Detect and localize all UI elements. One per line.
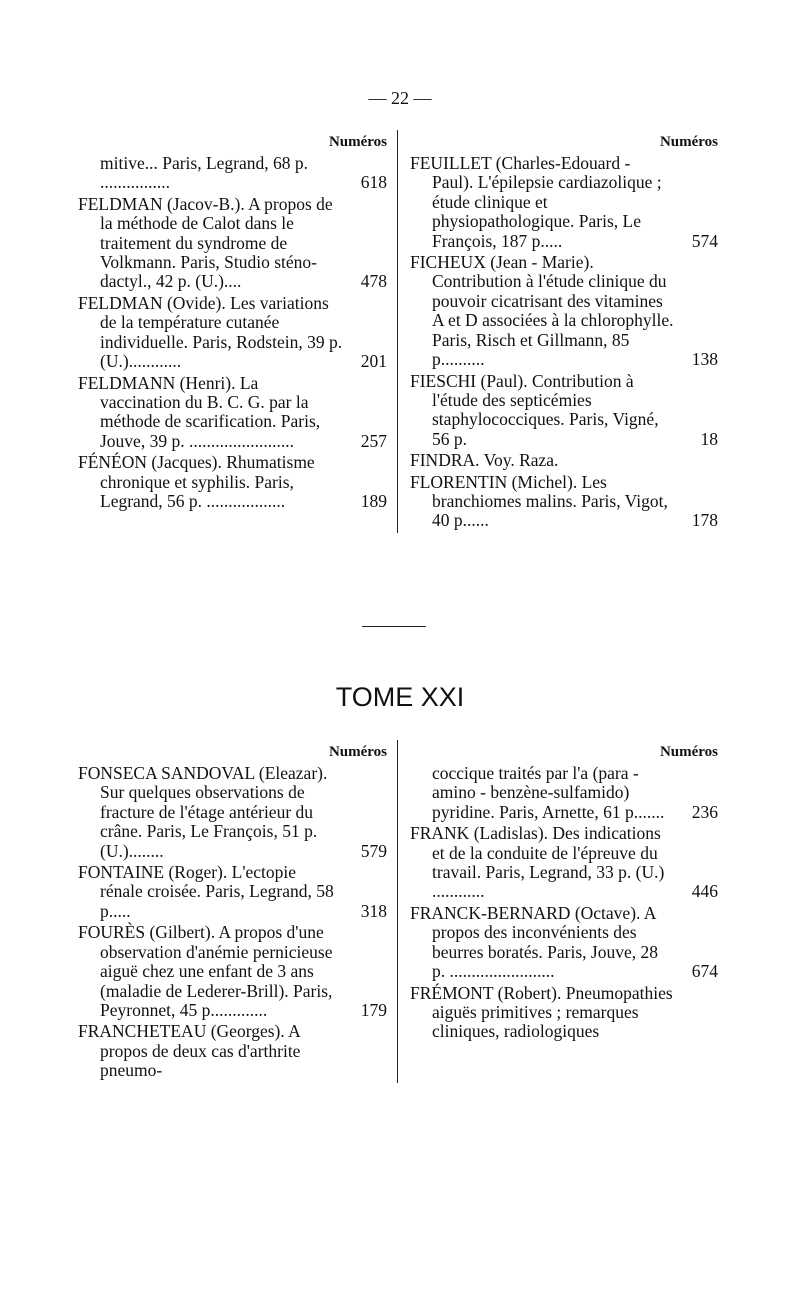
- index-entry: [78, 453, 387, 511]
- entry-number: 236: [691, 801, 718, 822]
- index-entry: [78, 923, 387, 1020]
- entry-text: FELDMAN (Ovide). Les variations de la température cutanée individuelle. Paris, Rodstein, 39 p. (U.)............: [78, 292, 343, 372]
- index-section-2: [78, 740, 718, 1083]
- entry-text: FOURÈS (Gilbert). A propos d'une observation d'anémie pernicieuse aiguë chez une enfant de 3 ans (maladie de Lederer-Brill). Paris, Peyronnet, 45 p.............: [78, 922, 333, 1020]
- index-entry: [410, 984, 718, 1042]
- index-entry: [410, 473, 718, 531]
- entry-text: FONTAINE (Roger). L'ectopie rénale croisée. Paris, Legrand, 58 p.....: [78, 862, 334, 921]
- entry-number: 579: [360, 840, 387, 861]
- entry-number: 618: [360, 172, 387, 193]
- entry-number: 178: [691, 510, 718, 531]
- index-entry: [410, 904, 718, 982]
- entry-text: FRANK (Ladislas). Des indications et de la conduite de l'épreuve du travail. Paris, Legrand, 33 p. (U.) ............: [410, 823, 665, 902]
- entry-list: [410, 154, 718, 531]
- entry-number: 257: [360, 430, 387, 451]
- index-entry: [78, 294, 387, 372]
- right-column: [398, 130, 718, 533]
- entry-text: mitive... Paris, Legrand, 68 p. ................: [100, 153, 309, 193]
- index-entry: [410, 824, 718, 902]
- entry-text: FLORENTIN (Michel). Les branchiomes malins. Paris, Vigot, 40 p......: [410, 471, 668, 531]
- index-entry: [78, 154, 387, 193]
- column-header: Numéros: [328, 134, 387, 150]
- index-entry: [410, 154, 718, 251]
- entry-text: FINDRA. Voy. Raza.: [410, 450, 559, 471]
- index-entry: [410, 372, 718, 450]
- index-entry: [78, 863, 387, 921]
- entry-list: [78, 154, 387, 511]
- section-divider: [362, 626, 426, 627]
- entry-number: 18: [700, 428, 718, 449]
- entry-text: FICHEUX (Jean - Marie). Contribution à l'étude clinique du pouvoir cicatrisant des vitamines A et D associées à la chlorophylle. Paris, Risch et Gillmann, 85 p..........: [410, 252, 674, 370]
- entry-number: 446: [691, 881, 718, 902]
- column-header: Numéros: [328, 744, 387, 760]
- left-column: [78, 740, 398, 1083]
- entry-text: FRANCK-BERNARD (Octave). A propos des inconvénients des beurres boratés. Paris, Jouve, 28 p. ........................: [410, 902, 658, 982]
- tome-title: TOME XXI: [335, 682, 465, 712]
- index-entry: [78, 195, 387, 292]
- entry-number: 318: [360, 900, 387, 921]
- index-entry: [78, 764, 387, 861]
- index-section-1: [78, 130, 718, 533]
- entry-number: 674: [691, 961, 718, 982]
- entry-text: FRANCHETEAU (Georges). A propos de deux cas d'arthrite pneumo-: [78, 1021, 301, 1081]
- entry-number: 138: [691, 349, 718, 370]
- right-column: [398, 740, 718, 1083]
- entry-list: [410, 764, 718, 1042]
- entry-text: coccique traités par l'a (para - amino - benzène-sulfamido) pyridine. Paris, Arnette, 61 p.......: [432, 763, 665, 822]
- entry-number: 189: [360, 490, 387, 511]
- entry-number: 179: [360, 999, 387, 1020]
- left-column: [78, 130, 398, 533]
- entry-text: FEUILLET (Charles-Edouard - Paul). L'épilepsie cardiazolique ; étude clinique et physiopathologique. Paris, Le François, 187 p.....: [410, 153, 662, 251]
- entry-text: FELDMAN (Jacov-B.). A propos de la méthode de Calot dans le traitement du syndrome de Volkmann. Paris, Studio sténo-dactyl., 42 p. (U.)....: [78, 193, 333, 292]
- index-entry: [410, 451, 718, 470]
- entry-list: [78, 764, 387, 1081]
- index-entry: [78, 374, 387, 452]
- entry-number: 574: [691, 230, 718, 251]
- column-header: Numéros: [659, 134, 718, 150]
- page-number: — 22 —: [368, 88, 432, 108]
- entry-text: FRÉMONT (Robert). Pneumopathies aiguës primitives ; remarques cliniques, radiologiques: [410, 982, 673, 1042]
- index-entry: [78, 1022, 387, 1080]
- entry-text: FONSECA SANDOVAL (Eleazar). Sur quelques observations de fracture de l'étage antérieur du crâne. Paris, Le François, 51 p. (U.)........: [78, 763, 328, 861]
- entry-text: FELDMANN (Henri). La vaccination du B. C. G. par la méthode de scarification. Paris, Jouve, 39 p. ........................: [78, 372, 321, 451]
- entry-number: 201: [360, 351, 387, 372]
- column-header: Numéros: [659, 744, 718, 760]
- index-entry: [410, 253, 718, 369]
- entry-text: FIESCHI (Paul). Contribution à l'étude des septicémies staphylococciques. Paris, Vigné, 56 p.: [410, 370, 659, 449]
- entry-number: 478: [360, 271, 387, 292]
- entry-text: FÉNÉON (Jacques). Rhumatisme chronique et syphilis. Paris, Legrand, 56 p. ..................: [78, 452, 315, 511]
- index-entry: [410, 764, 718, 822]
